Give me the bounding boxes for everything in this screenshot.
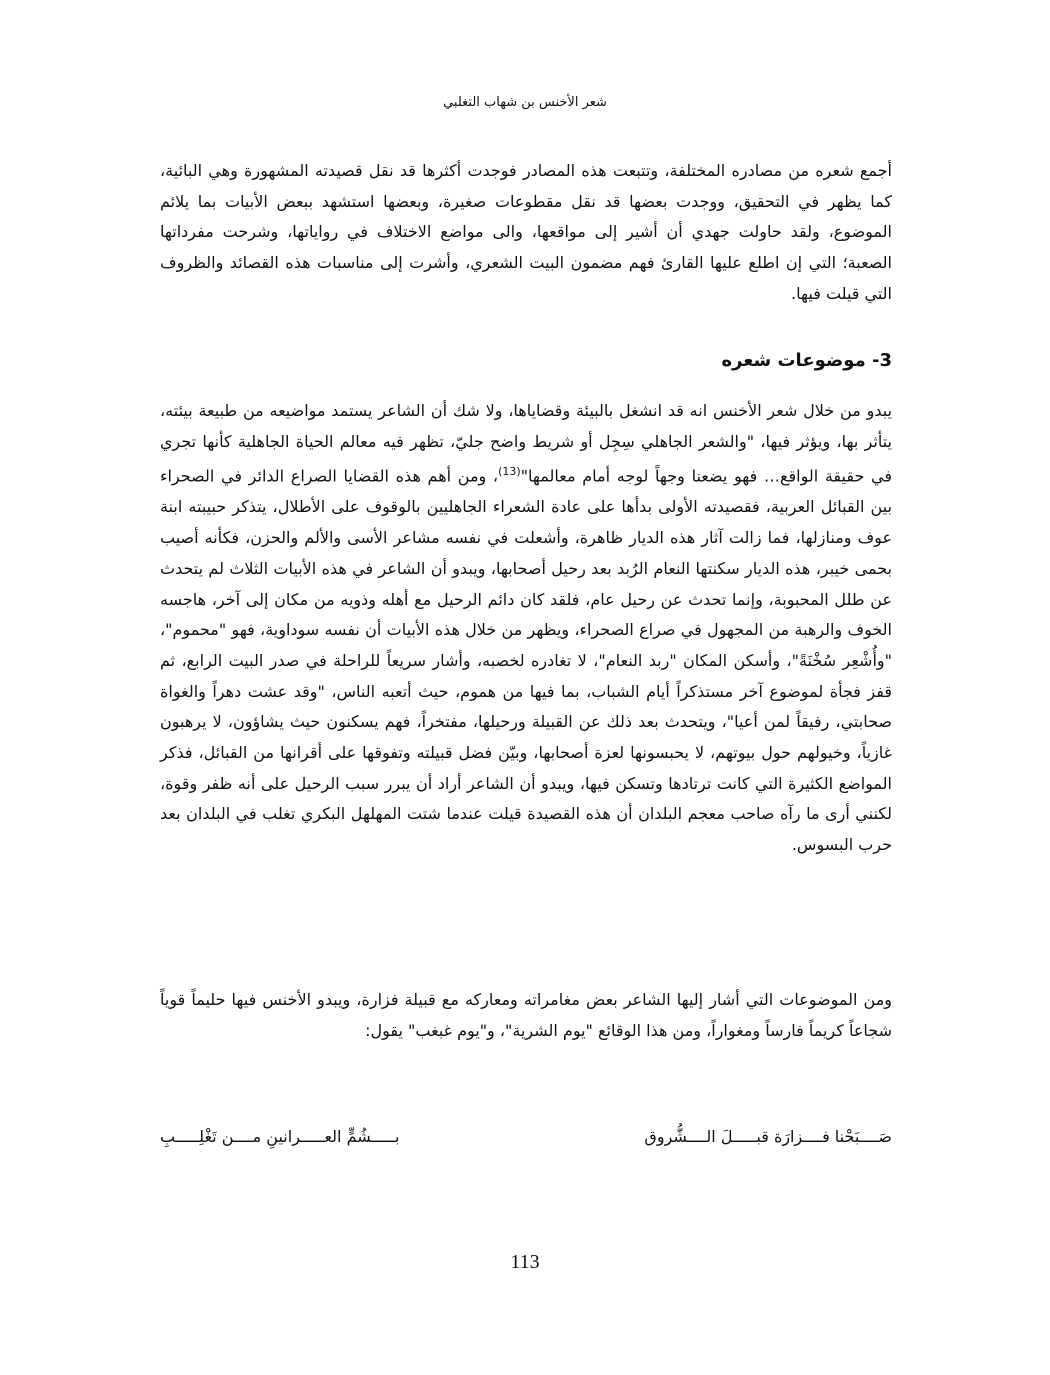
section-heading: 3- موضوعات شعره [721,350,892,371]
poem-second-hemistich: بـــــشُمٍّ العـــــرانينِ مــــن تَغْلِـــــبِ [160,1127,400,1146]
paragraph-text-part: ، ومن أهم هذه القضايا الصراع الدائر في الصحراء بين القبائل العربية، فقصيدته الأولى بدأها على عادة الشعراء الجاهليين بالوقوف على الأطلال، يتذكر حبيبته ابنة عوف ومنازلها، فما زالت آثار هذه الديار ظاهرة، وأشعلت في نفسه مشاعر الأسى والألم والحزن، فكأنه أصيب بحمى خيبر، هذه الديار سكنتها النعام الرُبد بعد رحيل أصحابها، ويبدو أن الشاعر في هذه الأبيات الثلاث لم يتحدث عن طلل المحبوبة، وإنما تحدث عن رحيل عام، فلقد كان دائم الرحيل مع أهله وذويه من مكان إلى آخر، هاجسه الخوف والرهبة من المجهول في صراع الصحراء، ويظهر من خلال هذه الأبيات أن نفسه سوداوية، فهو "محموم"، "وأُشْعِر سُخْنَةً"، وأسكن المكان "ربد النعام"، لا تغادره لخصبه، وأشار سريعاً للراحلة في صدر البيت الرابع، ثم قفز فجأة لموضوع آخر مستذكراً أيام الشباب، بما فيها من هموم، حيث أتعبه الناس، "وقد عشت دهراً والغواة صحابتي، رفيقاً لمن أعيا"، ويتحدث بعد ذلك عن القبيلة ورحيلها، مفتخراً، فهم يسكنون حيث يشاؤون، لا يرهبون غازياً، وخيولهم حول بيوتهم، لا يحبسونها لعزة أصحابها، وبيّن فضل قبيلته وتفوقها على أقرانها من القبائل، فذكر المواضع الكثيرة التي كانت ترتادها وتسكن فيها، ويبدو أن الشاعر أراد أن يبرر سبب الرحيل على أنه ظفر وقوة، لكنني أرى ما رآه صاحب معجم البلدان أن هذه القصيدة قيلت عندما شتت المهلهل البكري تغلب في البلدان بعد حرب البسوس. [160,466,892,855]
poem-verse [160,1122,892,1152]
paragraph-intro [160,156,892,310]
page-number: 113 [510,1251,540,1273]
paragraph-battles [160,985,892,1046]
paragraph-text: أجمع شعره من مصادره المختلفة، وتتبعت هذه المصادر فوجدت أكثرها قد نقل قصيدته المشهورة وهي البائية، كما يظهر في التحقيق، ووجدت بعضها قد نقل مقطوعات صغيرة، وبعضها استشهد ببعض الأبيات بما يلائم الموضوع، ولقد حاولت جهدي أن أشير إلى مواقعها، والى مواضع الاختلاف في رواياتها، وشرحت مفرداتها الصعبة؛ التي إن اطلع عليها القارئ فهم مضمون البيت الشعري، وأشرت إلى مناسبات هذه القصائد والظروف التي قيلت فيها. [160,161,892,303]
paragraph-text: ومن الموضوعات التي أشار إليها الشاعر بعض مغامراته ومعاركه مع قبيلة فزارة، ويبدو الأخنس فيها حليماً قوياً شجاعاً كريماً فارساً ومغواراً، ومن هذا الوقائع "يوم الشرية"، و"يوم غبغب" يقول: [160,990,892,1040]
paragraph-text-part: يبدو من خلال شعر الأخنس انه قد انشغل بالبيئة وقضاياها، ولا شك أن الشاعر يستمد مواضيعه من طبيعة بيئته، يتأثر بها، ويؤثر فيها، "والشعر الجاهلي سِجِل أو شريط واضح جليّ، تظهر فيه معالم الحياة الجاهلية كأنها تجري في حقيقة الواقع… فهو يضعنا وجهاً لوجه أمام معالمها" [160,401,892,486]
paragraph-text [160,396,892,861]
paragraph-topics [160,396,892,861]
poem-first-hemistich: صَــــبَحْنا فــــزارَة قبـــــلَ الــــشُّروق [644,1127,892,1146]
footnote-reference: (13) [498,465,521,479]
running-header: شعر الأخنس بن شهاب التغلبي [443,95,607,110]
